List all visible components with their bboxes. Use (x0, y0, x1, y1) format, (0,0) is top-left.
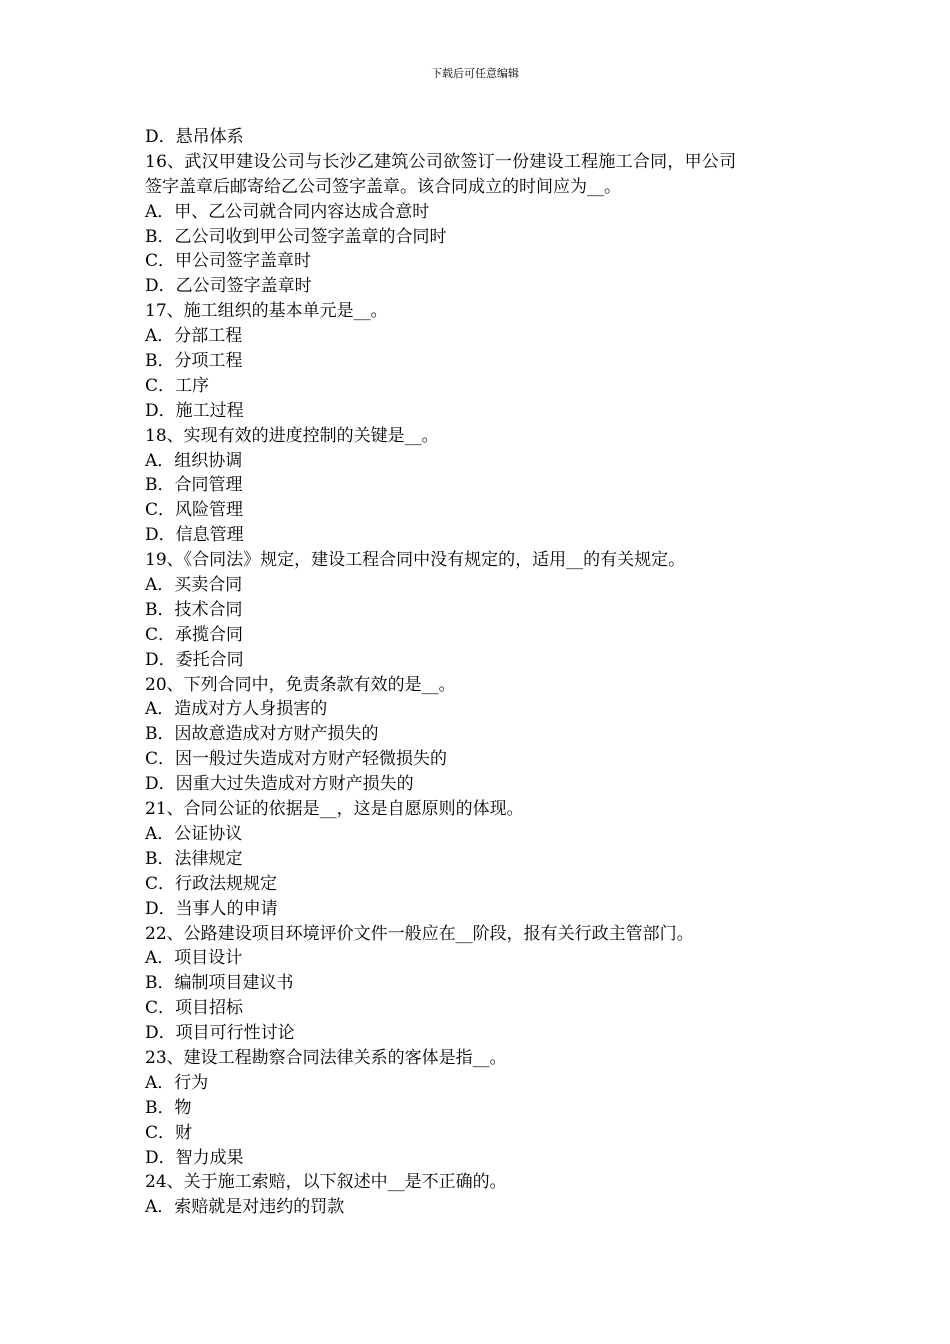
option-line: D．智力成果 (145, 1147, 244, 1168)
question-line: 18、实现有效的进度控制的关键是__。 (145, 425, 439, 446)
option-line: A．项目设计 (145, 948, 243, 969)
option-line: A．造成对方人身损害的 (145, 699, 328, 720)
option-line: A．甲、乙公司就合同内容达成合意时 (145, 201, 430, 222)
question-line: 22、公路建设项目环境评价文件一般应在__阶段，报有关行政主管部门。 (145, 923, 694, 944)
question-line-continued: 签字盖章后邮寄给乙公司签字盖章。该合同成立的时间应为__。 (145, 176, 621, 197)
option-line: C．甲公司签字盖章时 (145, 251, 312, 272)
option-line: D．因重大过失造成对方财产损失的 (145, 774, 414, 795)
question-line: 16、武汉甲建设公司与长沙乙建筑公司欲签订一份建设工程施工合同，甲公司 (145, 151, 737, 172)
option-line: A．分部工程 (145, 326, 243, 347)
option-line: D．委托合同 (145, 649, 244, 670)
option-line: B．因故意造成对方财产损失的 (145, 724, 379, 745)
question-line: 21、合同公证的依据是__，这是自愿原则的体现。 (145, 799, 524, 820)
option-line: D．项目可行性讨论 (145, 1023, 295, 1044)
option-line: A．行为 (145, 1072, 209, 1093)
option-line: C．项目招标 (145, 998, 244, 1019)
option-line: C．承揽合同 (145, 624, 244, 645)
option-line: D．施工过程 (145, 400, 244, 421)
option-line: B．法律规定 (145, 848, 243, 869)
question-line: 17、施工组织的基本单元是__。 (145, 301, 388, 322)
option-line: B．编制项目建议书 (145, 973, 294, 994)
option-line: A．公证协议 (145, 823, 243, 844)
option-line: C．风险管理 (145, 500, 244, 521)
option-line: D．当事人的申请 (145, 898, 278, 919)
option-line: D．信息管理 (145, 525, 244, 546)
option-line: C．因一般过失造成对方财产轻微损失的 (145, 749, 448, 770)
option-line: B．技术合同 (145, 599, 243, 620)
page-header: 下载后可任意编辑 (431, 67, 519, 80)
option-line: B．合同管理 (145, 475, 243, 496)
option-line: A．索赔就是对违约的罚款 (145, 1197, 345, 1218)
question-line: 23、建设工程勘察合同法律关系的客体是指__。 (145, 1047, 507, 1068)
option-line: D．乙公司签字盖章时 (145, 276, 312, 297)
option-line: C．行政法规规定 (145, 873, 278, 894)
question-line: 24、关于施工索赔，以下叙述中__是不正确的。 (145, 1172, 507, 1193)
option-line: C．财 (145, 1122, 193, 1143)
document-body (145, 125, 815, 1220)
option-line: A．组织协调 (145, 450, 243, 471)
option-line: B．物 (145, 1097, 192, 1118)
question-line: 19、《合同法》规定，建设工程合同中没有规定的，适用__的有关规定。 (145, 550, 686, 571)
option-line: C．工序 (145, 375, 210, 396)
option-line: A．买卖合同 (145, 575, 243, 596)
option-line: B．乙公司收到甲公司签字盖章的合同时 (145, 226, 447, 247)
option-line: D．悬吊体系 (145, 127, 244, 147)
question-line: 20、下列合同中，免责条款有效的是__。 (145, 674, 456, 695)
option-line: B．分项工程 (145, 351, 243, 372)
